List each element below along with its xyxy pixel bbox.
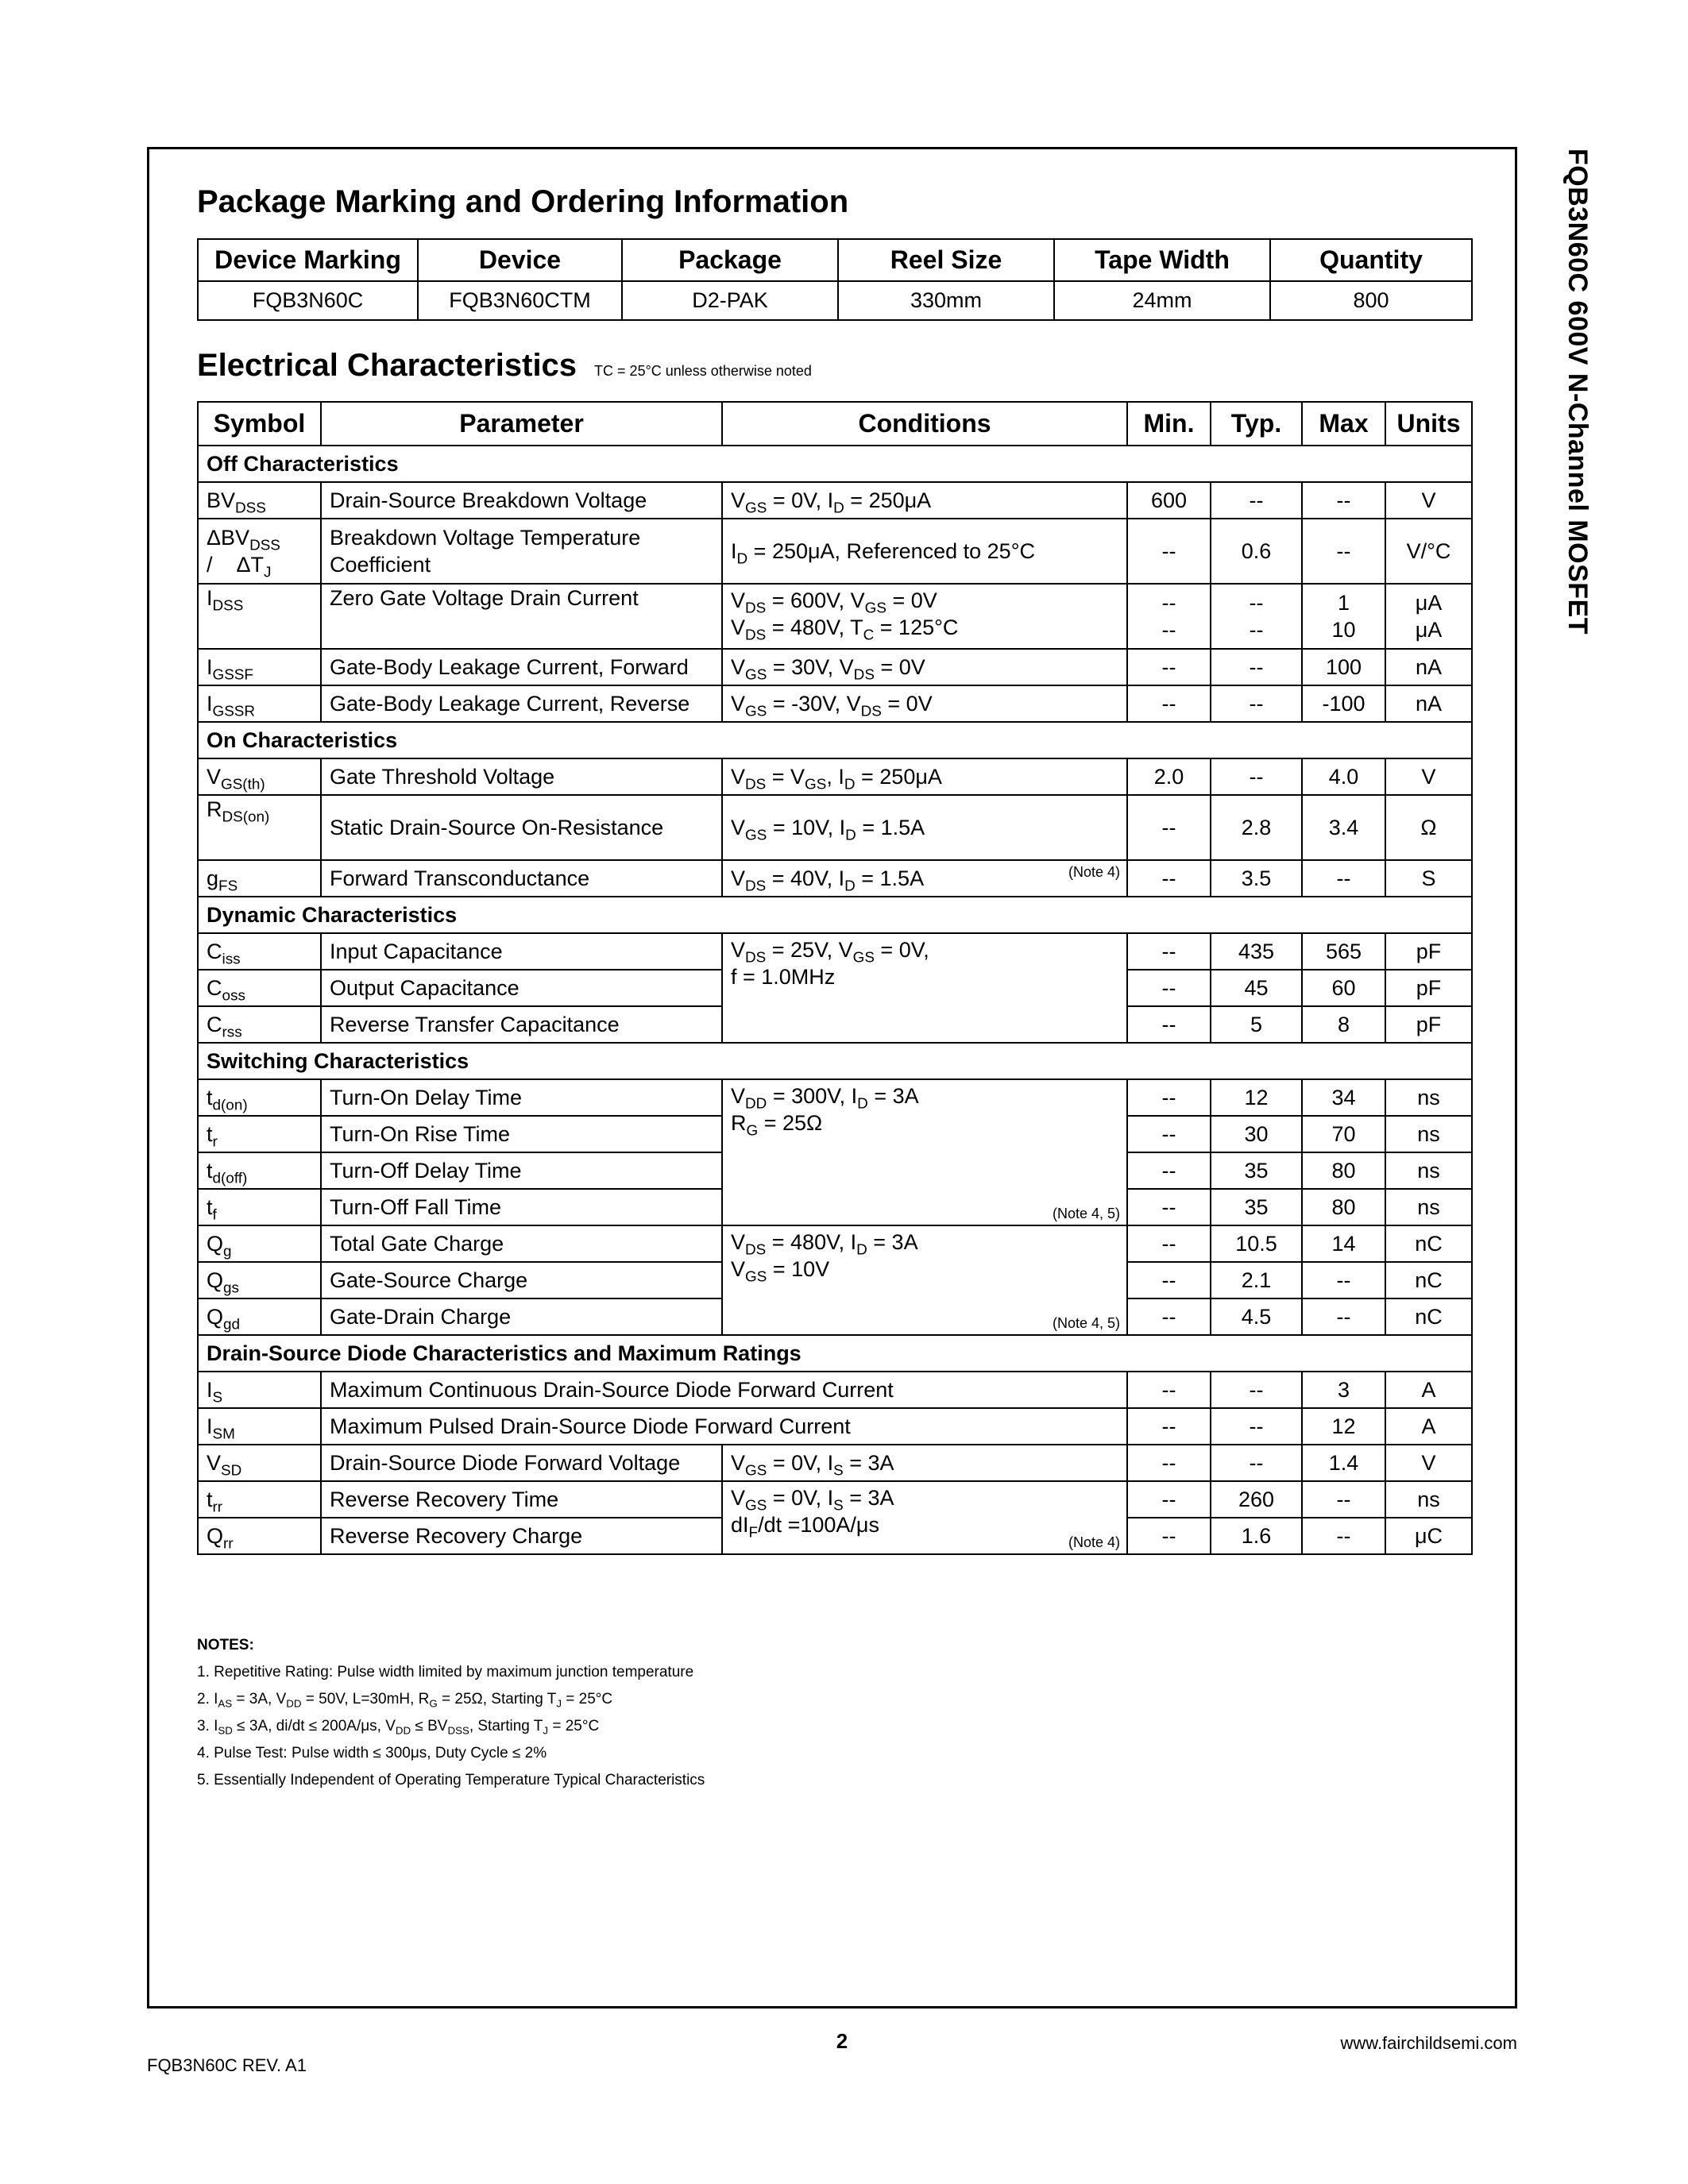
max-cell: -- bbox=[1302, 1518, 1385, 1554]
unit-cell: S bbox=[1385, 860, 1472, 897]
section-label: Dynamic Characteristics bbox=[198, 897, 1472, 933]
max-cell: 60 bbox=[1302, 970, 1385, 1006]
symbol-cell: $\Delta BV_{DSS}$ / $\Delta T_J$ bbox=[198, 519, 321, 584]
symbol-cell: $V_{GS(th)}$ bbox=[198, 758, 321, 795]
symbol-cell: $I_{SM}$ bbox=[198, 1408, 321, 1445]
min-cell: -- bbox=[1127, 1116, 1211, 1152]
max-cell: 8 bbox=[1302, 1006, 1385, 1043]
unit-cell: nC bbox=[1385, 1225, 1472, 1262]
max-cell: 80 bbox=[1302, 1189, 1385, 1225]
parameter-cell: Gate-Body Leakage Current, Reverse bbox=[321, 685, 722, 722]
max-cell bbox=[1302, 584, 1385, 649]
unit-cell: A bbox=[1385, 1408, 1472, 1445]
symbol-cell: $C_{oss}$ bbox=[198, 970, 321, 1006]
notes-section bbox=[197, 1632, 705, 1794]
value-line: μA bbox=[1415, 591, 1443, 615]
condition-line: $V_{DD} = 300V$, $I_D = 3A$ bbox=[731, 1084, 919, 1113]
condition-line: $V_{GS} = 0V$, $I_S = 3A$ bbox=[731, 1486, 894, 1515]
section-row bbox=[198, 1335, 1472, 1372]
section-label: Drain-Source Diode Characteristics and Maximum Ratings bbox=[198, 1335, 1472, 1372]
min-cell: -- bbox=[1127, 860, 1211, 897]
parameter-cell: Drain-Source Diode Forward Voltage bbox=[321, 1445, 722, 1481]
conditions-cell: $V_{DS} = V_{GS}$, $I_D = 250\mu A$ bbox=[722, 758, 1127, 795]
symbol-cell: $t_{d(off)}$ bbox=[198, 1152, 321, 1189]
min-cell: -- bbox=[1127, 1189, 1211, 1225]
unit-cell: nC bbox=[1385, 1262, 1472, 1298]
condition-line: f = 1.0MHz bbox=[731, 965, 836, 989]
typ-cell: -- bbox=[1211, 1445, 1302, 1481]
note-reference: (Note 4, 5) bbox=[1052, 1206, 1120, 1221]
unit-cell: nC bbox=[1385, 1298, 1472, 1335]
typ-cell: 1.6 bbox=[1211, 1518, 1302, 1554]
header-cell: Package bbox=[622, 239, 838, 281]
min-cell: -- bbox=[1127, 970, 1211, 1006]
header-cell: Units bbox=[1385, 402, 1472, 446]
unit-cell: Ω bbox=[1385, 795, 1472, 860]
table-row bbox=[198, 519, 1472, 584]
max-cell: -100 bbox=[1302, 685, 1385, 722]
symbol-cell: $t_{d(on)}$ bbox=[198, 1079, 321, 1116]
condition-line: $V_{DS} = 480V$, $T_C = 125^\circ C$ bbox=[731, 615, 959, 644]
min-cell: -- bbox=[1127, 649, 1211, 685]
side-title bbox=[1529, 149, 1609, 752]
parameter-cell: Gate-Drain Charge bbox=[321, 1298, 722, 1335]
parameter-cell: Turn-On Rise Time bbox=[321, 1116, 722, 1152]
table-header-row bbox=[198, 239, 1472, 281]
table-row bbox=[198, 482, 1472, 519]
conditions-cell bbox=[722, 860, 1127, 897]
table-cell: 330mm bbox=[838, 281, 1054, 320]
parameter-cell: Gate Threshold Voltage bbox=[321, 758, 722, 795]
max-cell: 1.4 bbox=[1302, 1445, 1385, 1481]
typ-cell bbox=[1211, 584, 1302, 649]
unit-cell bbox=[1385, 584, 1472, 649]
header-cell: Min. bbox=[1127, 402, 1211, 446]
section-label: Off Characteristics bbox=[198, 446, 1472, 482]
min-cell: -- bbox=[1127, 1445, 1211, 1481]
parameter-cell: Drain-Source Breakdown Voltage bbox=[321, 482, 722, 519]
table-row bbox=[198, 1481, 1472, 1518]
min-cell: -- bbox=[1127, 933, 1211, 970]
max-cell: 70 bbox=[1302, 1116, 1385, 1152]
min-cell: -- bbox=[1127, 1372, 1211, 1408]
unit-cell: ns bbox=[1385, 1481, 1472, 1518]
unit-cell: ns bbox=[1385, 1152, 1472, 1189]
electrical-section-title bbox=[197, 348, 812, 384]
table-row bbox=[198, 758, 1472, 795]
notes-title: NOTES: bbox=[197, 1637, 254, 1653]
max-cell: 3 bbox=[1302, 1372, 1385, 1408]
typ-cell: 435 bbox=[1211, 933, 1302, 970]
symbol-cell: $t_{rr}$ bbox=[198, 1481, 321, 1518]
side-title-text: FQB3N60C 600V N-Channel MOSFET bbox=[1562, 149, 1593, 635]
unit-cell: A bbox=[1385, 1372, 1472, 1408]
unit-cell: μC bbox=[1385, 1518, 1472, 1554]
table-row bbox=[198, 1079, 1472, 1116]
typ-cell: 2.8 bbox=[1211, 795, 1302, 860]
typ-cell: 2.1 bbox=[1211, 1262, 1302, 1298]
max-cell: 12 bbox=[1302, 1408, 1385, 1445]
unit-cell: nA bbox=[1385, 685, 1472, 722]
unit-cell: pF bbox=[1385, 1006, 1472, 1043]
parameter-cell: Zero Gate Voltage Drain Current bbox=[321, 584, 722, 649]
unit-cell: V/°C bbox=[1385, 519, 1472, 584]
value-line: μA bbox=[1415, 618, 1443, 642]
unit-cell: ns bbox=[1385, 1189, 1472, 1225]
min-cell: 2.0 bbox=[1127, 758, 1211, 795]
header-cell: Reel Size bbox=[838, 239, 1054, 281]
section-label: On Characteristics bbox=[198, 722, 1472, 758]
symbol-cell: $I_{GSSR}$ bbox=[198, 685, 321, 722]
header-cell: Conditions bbox=[722, 402, 1127, 446]
value-line: 10 bbox=[1331, 618, 1356, 642]
max-cell: -- bbox=[1302, 1481, 1385, 1518]
package-section-title: Package Marking and Ordering Information bbox=[197, 184, 849, 219]
parameter-cell: Turn-Off Fall Time bbox=[321, 1189, 722, 1225]
max-cell: -- bbox=[1302, 482, 1385, 519]
typ-cell: -- bbox=[1211, 1408, 1302, 1445]
note-reference: (Note 4) bbox=[1068, 864, 1120, 880]
symbol-cell: $Q_{gd}$ bbox=[198, 1298, 321, 1335]
section-row bbox=[198, 1043, 1472, 1079]
unit-cell: ns bbox=[1385, 1079, 1472, 1116]
unit-cell: pF bbox=[1385, 970, 1472, 1006]
table-cell: D2-PAK bbox=[622, 281, 838, 320]
conditions-cell: $V_{GS} = 0V$, $I_D = 250\mu A$ bbox=[722, 482, 1127, 519]
value-line: -- bbox=[1249, 591, 1264, 615]
condition-line: $V_{GS} = 10V$ bbox=[731, 1257, 830, 1286]
condition-line: $V_{DS} = 25V$, $V_{GS} = 0V$, bbox=[731, 938, 929, 967]
typ-cell: 30 bbox=[1211, 1116, 1302, 1152]
header-cell: Quantity bbox=[1270, 239, 1472, 281]
parameter-cell: Gate-Source Charge bbox=[321, 1262, 722, 1298]
min-cell: -- bbox=[1127, 519, 1211, 584]
typ-cell: 35 bbox=[1211, 1189, 1302, 1225]
note-item: 4. Pulse Test: Pulse width ≤ 300μs, Duty Cycle ≤ 2% bbox=[197, 1745, 547, 1761]
parameter-cell: Reverse Transfer Capacitance bbox=[321, 1006, 722, 1043]
note-item: 1. Repetitive Rating: Pulse width limited by maximum junction temperature bbox=[197, 1664, 694, 1680]
max-cell: -- bbox=[1302, 1298, 1385, 1335]
symbol-cell: $Q_{rr}$ bbox=[198, 1518, 321, 1554]
parameter-cell: Input Capacitance bbox=[321, 933, 722, 970]
unit-cell: V bbox=[1385, 482, 1472, 519]
condition-line: $dI_F/dt =100A/\mu s$ bbox=[731, 1513, 879, 1542]
conditions-cell bbox=[722, 933, 1127, 1043]
header-cell: Device Marking bbox=[198, 239, 418, 281]
typ-cell: 12 bbox=[1211, 1079, 1302, 1116]
conditions-cell: $V_{GS} = 30V$, $V_{DS} = 0V$ bbox=[722, 649, 1127, 685]
parameter-cell: Turn-Off Delay Time bbox=[321, 1152, 722, 1189]
typ-cell: -- bbox=[1211, 758, 1302, 795]
symbol-cell: $I_{DSS}$ bbox=[198, 584, 321, 649]
value-line: 1 bbox=[1337, 591, 1350, 615]
max-cell: 4.0 bbox=[1302, 758, 1385, 795]
typ-cell: 260 bbox=[1211, 1481, 1302, 1518]
typ-cell: -- bbox=[1211, 649, 1302, 685]
note-item: 3. $I_{SD} \le 3A$, di/dt ≤ 200A/μs, $V_{DD} \le BV_{DSS}$, Starting $T_J = 25^\circ C$ bbox=[197, 1718, 600, 1737]
conditions-cell: $I_D = 250\mu A$, Referenced to 25°C bbox=[722, 519, 1127, 584]
conditions-cell: $V_{GS} = -30V$, $V_{DS} = 0V$ bbox=[722, 685, 1127, 722]
condition-line: $R_G = 25\Omega$ bbox=[731, 1111, 823, 1140]
max-cell: 34 bbox=[1302, 1079, 1385, 1116]
value-line: -- bbox=[1161, 618, 1176, 642]
table-row bbox=[198, 584, 1472, 649]
header-cell: Symbol bbox=[198, 402, 321, 446]
parameter-cell: Maximum Continuous Drain-Source Diode Forward Current bbox=[321, 1372, 1127, 1408]
value-line: -- bbox=[1249, 618, 1264, 642]
note-reference: (Note 4) bbox=[1068, 1534, 1120, 1550]
note-reference: (Note 4, 5) bbox=[1052, 1315, 1120, 1331]
conditions-cell: $V_{GS} = 10V$, $I_D = 1.5A$ bbox=[722, 795, 1127, 860]
table-row bbox=[198, 860, 1472, 897]
typ-cell: 10.5 bbox=[1211, 1225, 1302, 1262]
symbol-cell: $I_S$ bbox=[198, 1372, 321, 1408]
min-cell: -- bbox=[1127, 685, 1211, 722]
typ-cell: -- bbox=[1211, 685, 1302, 722]
symbol-cell: $t_f$ bbox=[198, 1189, 321, 1225]
section-row bbox=[198, 897, 1472, 933]
revision-label: FQB3N60C REV. A1 bbox=[147, 2055, 307, 2075]
website-link[interactable]: www.fairchildsemi.com bbox=[1340, 2033, 1517, 2053]
section-row bbox=[198, 446, 1472, 482]
section-row bbox=[198, 722, 1472, 758]
min-cell bbox=[1127, 584, 1211, 649]
typ-cell: 45 bbox=[1211, 970, 1302, 1006]
parameter-cell: Maximum Pulsed Drain-Source Diode Forward Current bbox=[321, 1408, 1127, 1445]
max-cell: -- bbox=[1302, 1262, 1385, 1298]
parameter-cell: Turn-On Delay Time bbox=[321, 1079, 722, 1116]
unit-cell: V bbox=[1385, 758, 1472, 795]
typ-cell: 0.6 bbox=[1211, 519, 1302, 584]
conditions-cell bbox=[722, 584, 1127, 649]
table-row bbox=[198, 1445, 1472, 1481]
min-cell: -- bbox=[1127, 1152, 1211, 1189]
min-cell: 600 bbox=[1127, 482, 1211, 519]
value-line: -- bbox=[1161, 591, 1176, 615]
table-cell: FQB3N60C bbox=[198, 281, 418, 320]
table-row bbox=[198, 795, 1472, 860]
symbol-cell: $C_{iss}$ bbox=[198, 933, 321, 970]
header-cell: Tape Width bbox=[1054, 239, 1270, 281]
table-row bbox=[198, 685, 1472, 722]
parameter-cell: Reverse Recovery Time bbox=[321, 1481, 722, 1518]
min-cell: -- bbox=[1127, 795, 1211, 860]
parameter-cell: Forward Transconductance bbox=[321, 860, 722, 897]
min-cell: -- bbox=[1127, 1298, 1211, 1335]
electrical-note: TC = 25°C unless otherwise noted bbox=[594, 363, 812, 379]
header-cell: Typ. bbox=[1211, 402, 1302, 446]
header-cell: Device bbox=[418, 239, 622, 281]
condition-text: $V_{DS} = 40V$, $I_D = 1.5A$ bbox=[731, 866, 925, 895]
conditions-cell bbox=[722, 1225, 1127, 1335]
symbol-cell: $V_{SD}$ bbox=[198, 1445, 321, 1481]
table-row bbox=[198, 1372, 1472, 1408]
parameter-cell: Total Gate Charge bbox=[321, 1225, 722, 1262]
section-label: Switching Characteristics bbox=[198, 1043, 1472, 1079]
electrical-table bbox=[197, 401, 1473, 1555]
unit-cell: V bbox=[1385, 1445, 1472, 1481]
header-cell: Max bbox=[1302, 402, 1385, 446]
typ-cell: 5 bbox=[1211, 1006, 1302, 1043]
note-item: 2. $I_{AS} = 3A$, $V_{DD} = 50V$, L=30mH, $R_G = 25\Omega$, Starting $T_J = 25^\circ C$ bbox=[197, 1691, 613, 1710]
max-cell: -- bbox=[1302, 860, 1385, 897]
typ-cell: 35 bbox=[1211, 1152, 1302, 1189]
min-cell: -- bbox=[1127, 1079, 1211, 1116]
table-row bbox=[198, 933, 1472, 970]
electrical-title-text: Electrical Characteristics bbox=[197, 348, 577, 383]
min-cell: -- bbox=[1127, 1481, 1211, 1518]
unit-cell: ns bbox=[1385, 1116, 1472, 1152]
symbol-cell: $t_r$ bbox=[198, 1116, 321, 1152]
condition-line: $V_{DS} = 480V$, $I_D = 3A$ bbox=[731, 1230, 918, 1259]
typ-cell: 3.5 bbox=[1211, 860, 1302, 897]
max-cell: 14 bbox=[1302, 1225, 1385, 1262]
min-cell: -- bbox=[1127, 1225, 1211, 1262]
table-row bbox=[198, 649, 1472, 685]
table-cell: 24mm bbox=[1054, 281, 1270, 320]
max-cell: 80 bbox=[1302, 1152, 1385, 1189]
parameter-cell: Output Capacitance bbox=[321, 970, 722, 1006]
typ-cell: 4.5 bbox=[1211, 1298, 1302, 1335]
table-cell: 800 bbox=[1270, 281, 1472, 320]
header-cell: Parameter bbox=[321, 402, 722, 446]
symbol-cell: $C_{rss}$ bbox=[198, 1006, 321, 1043]
min-cell: -- bbox=[1127, 1006, 1211, 1043]
conditions-cell bbox=[722, 1079, 1127, 1225]
table-cell: FQB3N60CTM bbox=[418, 281, 622, 320]
table-row bbox=[198, 281, 1472, 320]
unit-cell: nA bbox=[1385, 649, 1472, 685]
typ-cell: -- bbox=[1211, 482, 1302, 519]
table-row bbox=[198, 1225, 1472, 1262]
note-item: 5. Essentially Independent of Operating Temperature Typical Characteristics bbox=[197, 1772, 705, 1788]
page-number: 2 bbox=[836, 2029, 848, 2053]
max-cell: -- bbox=[1302, 519, 1385, 584]
min-cell: -- bbox=[1127, 1408, 1211, 1445]
symbol-cell: $I_{GSSF}$ bbox=[198, 649, 321, 685]
min-cell: -- bbox=[1127, 1262, 1211, 1298]
symbol-cell: $BV_{DSS}$ bbox=[198, 482, 321, 519]
symbol-cell: $R_{DS(on)}$ bbox=[198, 795, 321, 860]
max-cell: 3.4 bbox=[1302, 795, 1385, 860]
symbol-cell: $Q_{gs}$ bbox=[198, 1262, 321, 1298]
unit-cell: pF bbox=[1385, 933, 1472, 970]
parameter-cell: Breakdown Voltage Temperature Coefficient bbox=[321, 519, 722, 584]
typ-cell: -- bbox=[1211, 1372, 1302, 1408]
table-row bbox=[198, 1408, 1472, 1445]
symbol-cell: $Q_g$ bbox=[198, 1225, 321, 1262]
parameter-cell: Reverse Recovery Charge bbox=[321, 1518, 722, 1554]
condition-line: $V_{DS} = 600V$, $V_{GS} = 0V$ bbox=[731, 588, 937, 617]
parameter-cell: Static Drain-Source On-Resistance bbox=[321, 795, 722, 860]
max-cell: 565 bbox=[1302, 933, 1385, 970]
max-cell: 100 bbox=[1302, 649, 1385, 685]
parameter-cell: Gate-Body Leakage Current, Forward bbox=[321, 649, 722, 685]
table-header-row bbox=[198, 402, 1472, 446]
symbol-cell: $g_{FS}$ bbox=[198, 860, 321, 897]
conditions-cell bbox=[722, 1481, 1127, 1554]
package-table bbox=[197, 238, 1473, 321]
conditions-cell: $V_{GS} = 0V$, $I_S = 3A$ bbox=[722, 1445, 1127, 1481]
min-cell: -- bbox=[1127, 1518, 1211, 1554]
